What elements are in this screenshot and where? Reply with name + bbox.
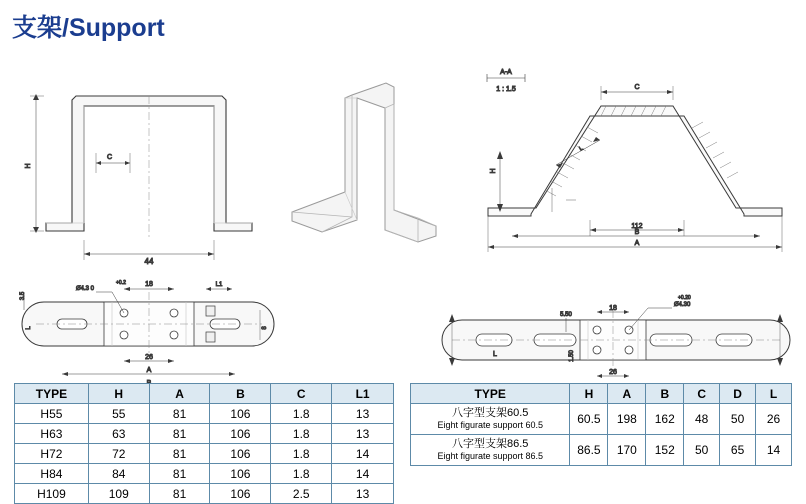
column-header-b: B xyxy=(646,384,684,404)
column-header-d: D xyxy=(720,384,756,404)
svg-text:A: A xyxy=(634,240,640,247)
column-header-a: A xyxy=(149,384,210,404)
cell-l1: 13 xyxy=(332,484,394,504)
svg-text:+0.2: +0.2 xyxy=(116,280,126,286)
base-plate-top-view xyxy=(20,280,274,389)
column-header-a: A xyxy=(608,384,646,404)
svg-text:5.50: 5.50 xyxy=(560,312,572,318)
cell-c: 50 xyxy=(684,435,720,466)
cell-type: H84 xyxy=(15,464,89,484)
cell-l: 14 xyxy=(756,435,792,466)
svg-text:H: H xyxy=(25,163,32,169)
svg-text:L1: L1 xyxy=(215,282,223,288)
cell-b: 162 xyxy=(646,404,684,435)
cell-a: 81 xyxy=(149,424,210,444)
cell-b: 106 xyxy=(210,484,271,504)
cell-type: H109 xyxy=(15,484,89,504)
svg-text:L: L xyxy=(578,145,585,153)
cell-a: 170 xyxy=(608,435,646,466)
cell-type: H72 xyxy=(15,444,89,464)
column-header-c: C xyxy=(271,384,332,404)
cell-c: 1.8 xyxy=(271,444,332,464)
svg-text:44: 44 xyxy=(144,257,154,266)
svg-text:Ø4.3 0: Ø4.3 0 xyxy=(75,286,94,292)
table-row xyxy=(15,404,394,424)
svg-text:C: C xyxy=(107,154,113,161)
technical-drawings xyxy=(0,40,806,375)
column-header-l: L xyxy=(756,384,792,404)
svg-text:26: 26 xyxy=(609,369,617,376)
eight-figurate-support-table xyxy=(410,383,792,466)
cell-l1: 14 xyxy=(332,444,394,464)
front-channel-view xyxy=(25,94,252,266)
isometric-support-view xyxy=(292,83,436,242)
column-header-b: B xyxy=(210,384,271,404)
table-header-row xyxy=(411,384,792,404)
cell-b: 106 xyxy=(210,424,271,444)
cell-d: 50 xyxy=(720,404,756,435)
cell-c: 1.8 xyxy=(271,404,332,424)
svg-text:18: 18 xyxy=(145,281,153,288)
table-row xyxy=(15,484,394,504)
svg-text:112: 112 xyxy=(631,223,643,230)
svg-text:26: 26 xyxy=(145,354,153,361)
svg-text:A: A xyxy=(146,367,152,374)
cell-b: 152 xyxy=(646,435,684,466)
cell-type-cn: 八字型支架60.5 xyxy=(452,407,529,419)
cell-c: 48 xyxy=(684,404,720,435)
cell-type-en: Eight figurate support 60.5 xyxy=(437,420,544,430)
cell-c: 2.5 xyxy=(271,484,332,504)
table-row xyxy=(15,464,394,484)
cell-c: 1.8 xyxy=(271,424,332,444)
column-header-h: H xyxy=(570,384,608,404)
cell-a: 81 xyxy=(149,464,210,484)
table-row xyxy=(411,404,792,435)
support-dimension-table xyxy=(14,383,394,504)
column-header-h: H xyxy=(88,384,149,404)
cell-type xyxy=(411,435,570,466)
table-header-row xyxy=(15,384,394,404)
svg-text:3.5: 3.5 xyxy=(20,291,26,301)
cell-b: 106 xyxy=(210,464,271,484)
cell-a: 81 xyxy=(149,484,210,504)
cell-h: 109 xyxy=(88,484,149,504)
table-row xyxy=(411,435,792,466)
cell-c: 1.8 xyxy=(271,464,332,484)
cell-h: 72 xyxy=(88,444,149,464)
column-header-c: C xyxy=(684,384,720,404)
cell-h: 63 xyxy=(88,424,149,444)
cell-l1: 14 xyxy=(332,464,394,484)
svg-text:+0.20: +0.20 xyxy=(678,295,691,301)
svg-text:8: 8 xyxy=(262,326,268,330)
cell-a: 81 xyxy=(149,404,210,424)
svg-text:C: C xyxy=(634,84,640,91)
cell-h: 86.5 xyxy=(570,435,608,466)
svg-text:B: B xyxy=(634,229,640,236)
cell-type-cn: 八字型支架86.5 xyxy=(452,438,529,450)
cell-h: 60.5 xyxy=(570,404,608,435)
svg-text:H: H xyxy=(490,168,497,174)
table-row xyxy=(15,444,394,464)
table-row xyxy=(15,424,394,444)
cell-type: H63 xyxy=(15,424,89,444)
cell-type: H55 xyxy=(15,404,89,424)
column-header-type: TYPE xyxy=(411,384,570,404)
cell-b: 106 xyxy=(210,444,271,464)
cell-type-en: Eight figurate support 86.5 xyxy=(437,451,544,461)
page-title: 支架/Support xyxy=(12,14,165,42)
cell-l1: 13 xyxy=(332,424,394,444)
svg-text:18: 18 xyxy=(609,305,617,312)
cell-d: 65 xyxy=(720,435,756,466)
svg-text:1 : 1.5: 1 : 1.5 xyxy=(496,86,516,93)
cell-h: 55 xyxy=(88,404,149,424)
column-header-type: TYPE xyxy=(15,384,89,404)
eight-figurate-support-view xyxy=(487,69,782,252)
svg-text:Ø4.30: Ø4.30 xyxy=(674,302,691,308)
cell-type xyxy=(411,404,570,435)
svg-text:L: L xyxy=(493,351,497,358)
cell-a: 198 xyxy=(608,404,646,435)
long-plate-top-view xyxy=(442,295,790,378)
cell-l1: 13 xyxy=(332,404,394,424)
svg-text:A-A: A-A xyxy=(500,69,512,76)
column-header-l1: L1 xyxy=(332,384,394,404)
cell-a: 81 xyxy=(149,444,210,464)
cell-l: 26 xyxy=(756,404,792,435)
svg-text:L: L xyxy=(26,326,32,330)
cell-h: 84 xyxy=(88,464,149,484)
cell-b: 106 xyxy=(210,404,271,424)
svg-text:1.50: 1.50 xyxy=(569,350,575,362)
